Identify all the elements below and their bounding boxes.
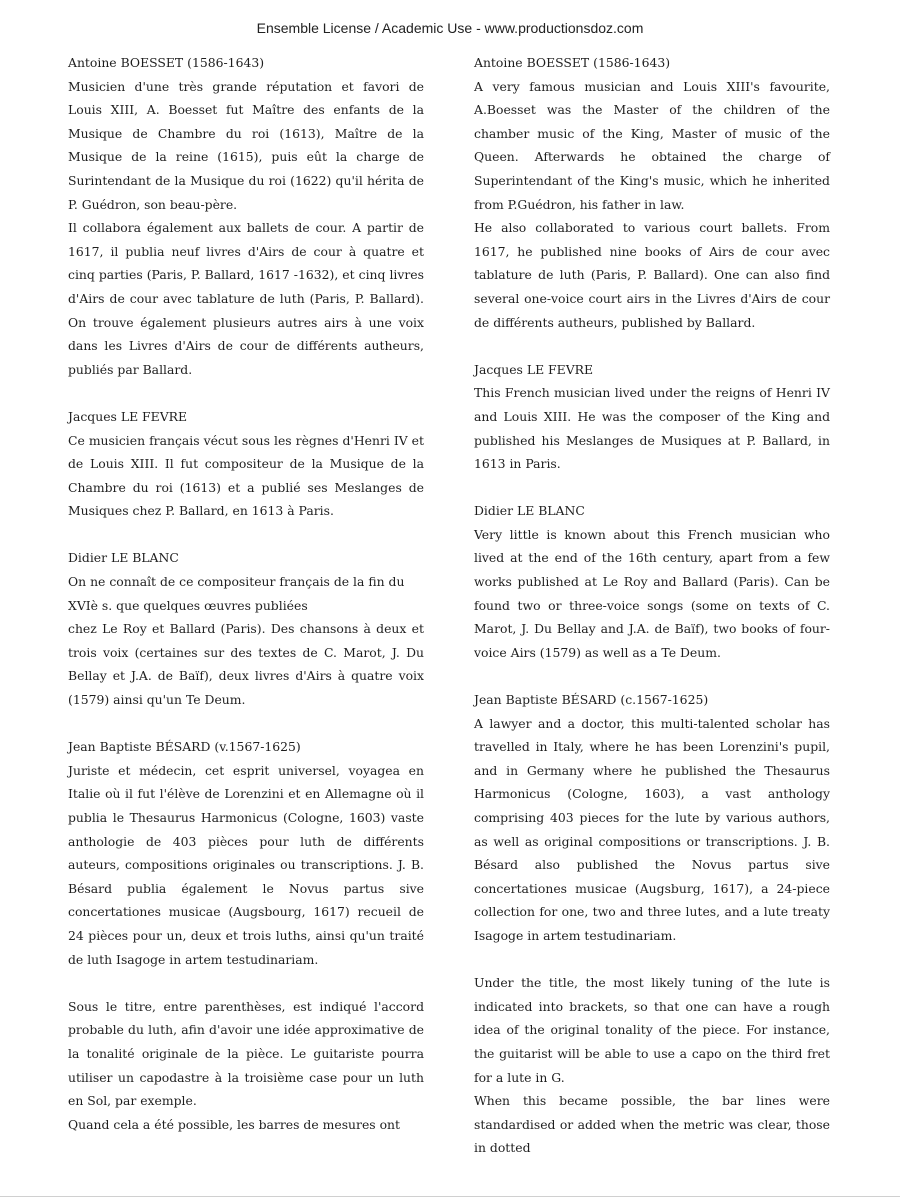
biography-paragraph: Very little is known about this French musician who lived at the end of the 16th century, apart from a few works published at Le Roy and Ballard (Paris). Can be found two or three-voice songs (some on texts of C. Marot, J. Du Bellay and J.A. de Baïf), two books of four-voice Airs (1579) as well as a Te Deum. bbox=[474, 526, 830, 660]
section-note-en bbox=[474, 971, 830, 1160]
biography-paragraph: Juriste et médecin, cet esprit universel, voyagea en Italie où il fut l'élève de Lorenzini et en Allemagne où il publia le Thesaurus Harmonicus (Cologne, 1603) vaste anthologie de 403 pièces pour luth de différents auteurs, compositions originales ou transcriptions. J. B. Bésard publia également le Novus partus sive concertationes musicae (Augsbourg, 1617) recueil de 24 pièces pour un, deux et trois luths, ainsi qu'un traité de luth Isagoge in artem testudinariam. bbox=[68, 762, 424, 967]
section-besard-fr bbox=[68, 735, 424, 971]
section-lefevre-fr bbox=[68, 405, 424, 523]
section-leblanc-fr bbox=[68, 546, 424, 711]
composer-name: Didier LE BLANC bbox=[68, 550, 179, 566]
section-boesset-en bbox=[474, 51, 830, 334]
composer-name: Jean Baptiste BÉSARD (v.1567-1625) bbox=[68, 739, 301, 755]
composer-name: Didier LE BLANC bbox=[474, 503, 585, 519]
section-boesset-fr bbox=[68, 51, 424, 381]
biography-paragraph: He also collaborated to various court ballets. From 1617, he published nine books of Airs de cour avec tablature de luth (Paris, P. Ballard). One can also find several one-voice court airs in the Livres d'Airs de cour de différents autheurs, published by Ballard. bbox=[474, 220, 830, 330]
section-note-fr bbox=[68, 995, 424, 1137]
composer-name: Jean Baptiste BÉSARD (c.1567-1625) bbox=[474, 692, 709, 708]
section-lefevre-en bbox=[474, 358, 830, 476]
biography-paragraph: Musicien d'une très grande réputation et favori de Louis XIII, A. Boesset fut Maître des enfants de la Musique de Chambre du roi (1613), Maître de la Musique de la reine (1615), puis eût la charge de Surintendant de la Musique du roi (1622) qu'il hérita de P. Guédron, son beau-père. bbox=[68, 78, 424, 212]
english-column bbox=[474, 51, 830, 1160]
note-paragraph: When this became possible, the bar lines were standardised or added when the metric was clear, those in dotted bbox=[474, 1093, 830, 1156]
composer-name: Antoine BOESSET (1586-1643) bbox=[474, 55, 671, 70]
biography-paragraph: A very famous musician and Louis XIII's favourite, A.Boesset was the Master of the children of the chamber music of the King, Master of music of the Queen. Afterwards he obtained the charge of Superintendant of the King's music, which he inherited from P.Guédron, his father in law. bbox=[474, 78, 830, 212]
page-header: Ensemble License / Academic Use - www.productionsdoz.com bbox=[256, 20, 644, 36]
biography-paragraph: A lawyer and a doctor, this multi-talented scholar has travelled in Italy, where he has been Lorenzini's pupil, and in Germany where he published the Thesaurus Harmonicus (Cologne, 1603), a vast anthology comprising 403 pieces for the lute by various authors, as well as original compositions or transcriptions. J. B. Bésard also published the Novus partus sive concertationes musicae (Augsburg, 1617), a 24-piece collection for one, two and three lutes, and a lute treaty Isagoge in artem testudinariam. bbox=[474, 715, 830, 943]
composer-name: Antoine BOESSET (1586-1643) bbox=[68, 55, 265, 70]
composer-name: Jacques LE FEVRE bbox=[474, 361, 594, 377]
note-paragraph: Under the title, the most likely tuning of the lute is indicated into brackets, so that one can have a rough idea of the original tonality of the piece. For instance, the guitarist will be able to use a capo on the third fret for a lute in G. bbox=[474, 975, 830, 1085]
biography-paragraph: Ce musicien français vécut sous les règnes d'Henri IV et de Louis XIII. Il fut compositeur de la Musique de la Chambre du roi (1613) et a publié ses Meslanges de Musiques chez P. Ballard, en 1613 à Paris. bbox=[68, 432, 424, 519]
biography-paragraph: chez Le Roy et Ballard (Paris). Des chansons à deux et trois voix (certaines sur des textes de C. Marot, J. Du Bellay et J.A. de Baïf), deux livres d'Airs à quatre voix (1579) ainsi qu'un Te Deum. bbox=[68, 621, 424, 708]
section-leblanc-en bbox=[474, 499, 830, 664]
section-besard-en bbox=[474, 688, 830, 948]
note-paragraph: Quand cela a été possible, les barres de mesures ont bbox=[68, 1116, 401, 1132]
page-bottom-rule bbox=[0, 1196, 900, 1197]
biography-paragraph: Il collabora également aux ballets de cour. A partir de 1617, il publia neuf livres d'Airs de cour à quatre et cinq parties (Paris, P. Ballard, 1617 -1632), et cinq livres d'Airs de cour avec tablature de luth (Paris, P. Ballard). On trouve également plusieurs autres airs à une voix dans les Livres d'Airs de cour de différents autheurs, publiés par Ballard. bbox=[68, 220, 424, 377]
biography-paragraph: On ne connaît de ce compositeur français de la fin du XVIè s. que quelques œuvres publiées bbox=[68, 574, 405, 613]
biography-paragraph: This French musician lived under the reigns of Henri IV and Louis XIII. He was the composer of the King and published his Meslanges de Musiques at P. Ballard, in 1613 in Paris. bbox=[474, 385, 830, 472]
french-column bbox=[68, 51, 424, 1136]
note-paragraph: Sous le titre, entre parenthèses, est indiqué l'accord probable du luth, afin d'avoir une idée approximative de la tonalité originale de la pièce. Le guitariste pourra utiliser un capodastre à la troisième case pour un luth en Sol, par exemple. bbox=[68, 998, 424, 1109]
composer-name: Jacques LE FEVRE bbox=[68, 408, 188, 424]
